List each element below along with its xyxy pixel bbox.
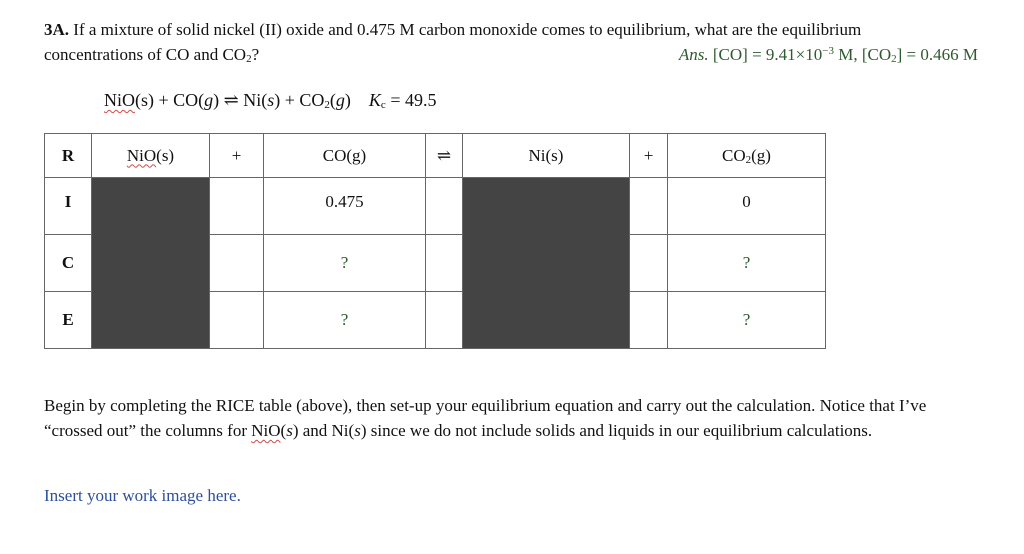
- header-ni: Ni(s): [463, 134, 630, 178]
- empty-cell: [426, 235, 463, 292]
- header-nio: NiO(s): [92, 134, 210, 178]
- co-equilibrium-cell[interactable]: ?: [264, 292, 426, 349]
- row-label: C: [45, 235, 92, 292]
- table-row-initial: [45, 178, 826, 235]
- co2-equilibrium-cell[interactable]: ?: [668, 292, 826, 349]
- co2-initial-cell[interactable]: 0: [668, 178, 826, 235]
- question-line-1: [44, 20, 861, 40]
- answer-prefix: Ans.: [678, 45, 709, 64]
- header-co2: $CO_2(g)$: [668, 134, 826, 178]
- co2-change-cell[interactable]: ?: [668, 235, 826, 292]
- kc-value: = 49.5: [385, 90, 437, 110]
- question-line-2: concentrations of CO and $CO_2$?: [44, 45, 260, 65]
- empty-cell: [426, 292, 463, 349]
- table-header-row: [45, 134, 826, 178]
- row-label: E: [45, 292, 92, 349]
- kc-label: K: [368, 90, 381, 110]
- empty-cell: [630, 235, 668, 292]
- instructions-paragraph: Begin by completing the RICE table (above), then set-up your equilibrium equation and carry out the calculation. Notice that I’ve “crossed out” the columns for NiO(s) and Ni(s) since we do not include solids and liquids in our equilibrium calculations.: [44, 396, 927, 440]
- answer-key: Ans. $[CO] = 9.41\times 10^{-3}$ M, $[CO_2] = 0.466$ M: [678, 45, 978, 65]
- question-text-1: If a mixture of solid nickel (II) oxide and 0.475 M carbon monoxide comes to equilibrium, what are the equilibrium: [73, 20, 862, 39]
- nio-column-shaded: [92, 178, 210, 349]
- header-arrow: ⇌: [426, 134, 463, 178]
- row-label: I: [45, 178, 92, 235]
- rice-table: [44, 133, 826, 349]
- empty-cell: [630, 178, 668, 235]
- co-change-cell[interactable]: ?: [264, 235, 426, 292]
- ni-column-shaded: [463, 178, 630, 349]
- header-co: CO(g): [264, 134, 426, 178]
- empty-cell: [426, 178, 463, 235]
- empty-cell: [630, 292, 668, 349]
- header-plus-2: +: [630, 134, 668, 178]
- header-r: R: [45, 134, 92, 178]
- reaction-equation: NiO(s) + CO(g) ⇌ $Ni(s) + CO_2(g)$ $K_c = 49.5$: [104, 90, 437, 111]
- empty-cell: [210, 235, 264, 292]
- question-number: 3A.: [44, 20, 70, 39]
- empty-cell: [210, 292, 264, 349]
- insert-work-image-link[interactable]: Insert your work image here.: [44, 486, 241, 505]
- header-plus-1: +: [210, 134, 264, 178]
- empty-cell: [210, 178, 264, 235]
- co-initial-cell[interactable]: 0.475: [264, 178, 426, 235]
